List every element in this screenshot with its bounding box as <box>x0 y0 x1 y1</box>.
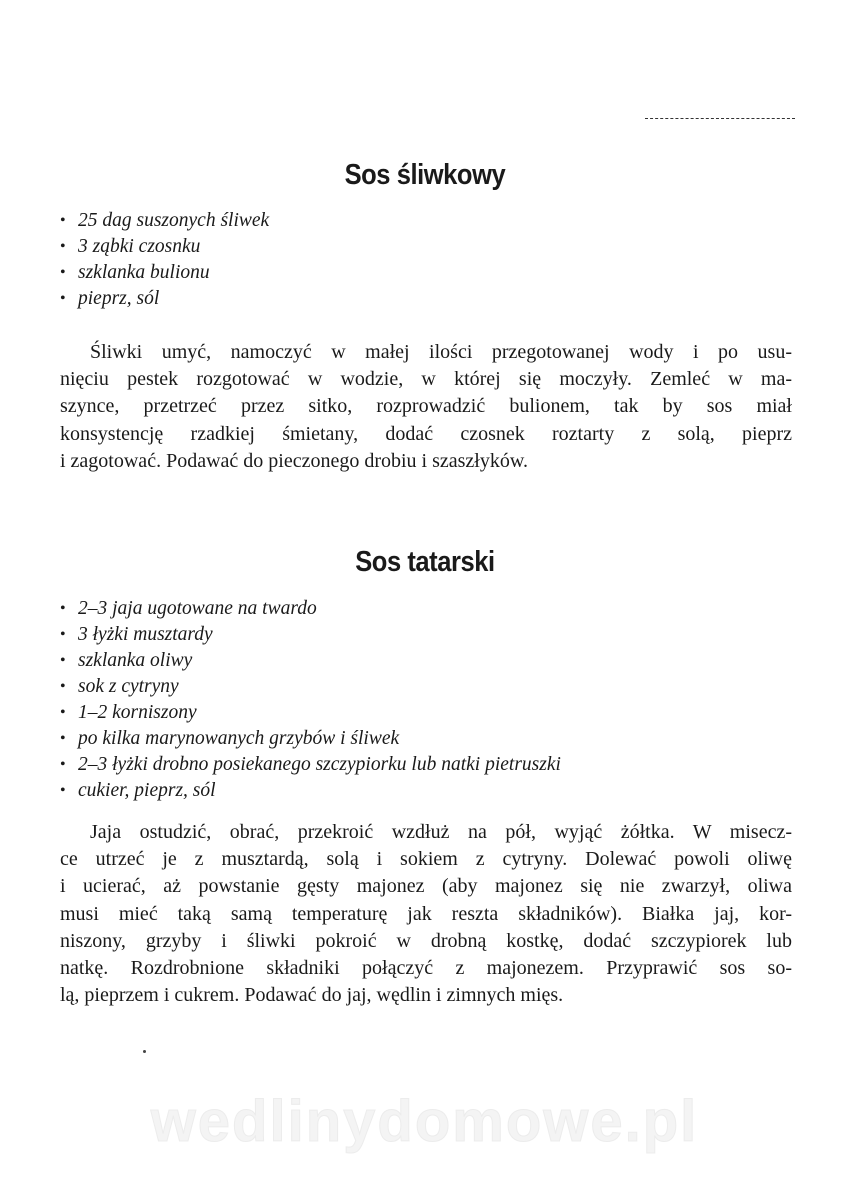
instruction-line: szynce, przetrzeć przez sitko, rozprowadzić bulionem, tak by sos miał <box>60 395 792 418</box>
instruction-line: ce utrzeć je z musztardą, solą i sokiem z cytryny. Dolewać powoli oliwę <box>60 848 792 871</box>
instruction-line: konsystencję rzadkiej śmietany, dodać czosnek roztarty z solą, pieprz <box>60 422 792 445</box>
instruction-line: i zagotować. Podawać do pieczonego drobiu i szaszłyków. <box>60 449 528 472</box>
header-dashed-rule <box>645 118 795 119</box>
watermark: wedlinydomowe.pl <box>150 1089 699 1154</box>
instruction-line: Śliwki umyć, namoczyć w małej ilości przegotowanej wody i po usu- <box>90 341 792 363</box>
ingredient-item: • cukier, pieprz, sól <box>60 778 561 804</box>
ingredient-list-sos-sliwkowy <box>60 208 269 312</box>
instruction-line: nięciu pestek rozgotować w wodzie, w której się moczyły. Zemleć w ma- <box>60 368 792 391</box>
ingredient-item: • pieprz, sól <box>60 286 269 312</box>
recipe-title-sos-tatarski: Sos tatarski <box>355 546 495 578</box>
ingredient-item: • po kilka marynowanych grzybów i śliwek <box>60 726 561 752</box>
instructions-sos-sliwkowy <box>60 339 792 475</box>
ingredient-item: • 2–3 jaja ugotowane na twardo <box>60 596 561 622</box>
ingredient-item: • szklanka oliwy <box>60 648 561 674</box>
instructions-sos-tatarski <box>60 819 792 1009</box>
ingredient-item: • 3 łyżki musztardy <box>60 622 561 648</box>
ingredient-item: • 3 ząbki czosnku <box>60 234 269 260</box>
ingredient-item: • 1–2 korniszony <box>60 700 561 726</box>
instruction-line: i ucierać, aż powstanie gęsty majonez (aby majonez się nie zwarzył, oliwa <box>60 875 792 898</box>
scan-speck <box>143 1050 146 1053</box>
ingredient-item: • 25 dag suszonych śliwek <box>60 208 269 234</box>
instruction-line: Jaja ostudzić, obrać, przekroić wzdłuż na pół, wyjąć żółtka. W misecz- <box>90 821 792 843</box>
ingredient-list-sos-tatarski <box>60 596 561 804</box>
ingredient-item: • 2–3 łyżki drobno posiekanego szczypiorku lub natki pietruszki <box>60 752 561 778</box>
recipe-title-sos-sliwkowy: Sos śliwkowy <box>344 159 506 191</box>
ingredient-item: • szklanka bulionu <box>60 260 269 286</box>
ingredient-item: • sok z cytryny <box>60 674 561 700</box>
instruction-line: musi mieć taką samą temperaturę jak reszta składników). Białka jaj, kor- <box>60 902 792 925</box>
instruction-line: lą, pieprzem i cukrem. Podawać do jaj, wędlin i zimnych mięs. <box>60 984 564 1007</box>
instruction-line: natkę. Rozdrobnione składniki połączyć z majonezem. Przyprawić sos so- <box>60 957 792 980</box>
instruction-line: niszony, grzyby i śliwki pokroić w drobną kostkę, dodać szczypiorek lub <box>60 929 792 952</box>
